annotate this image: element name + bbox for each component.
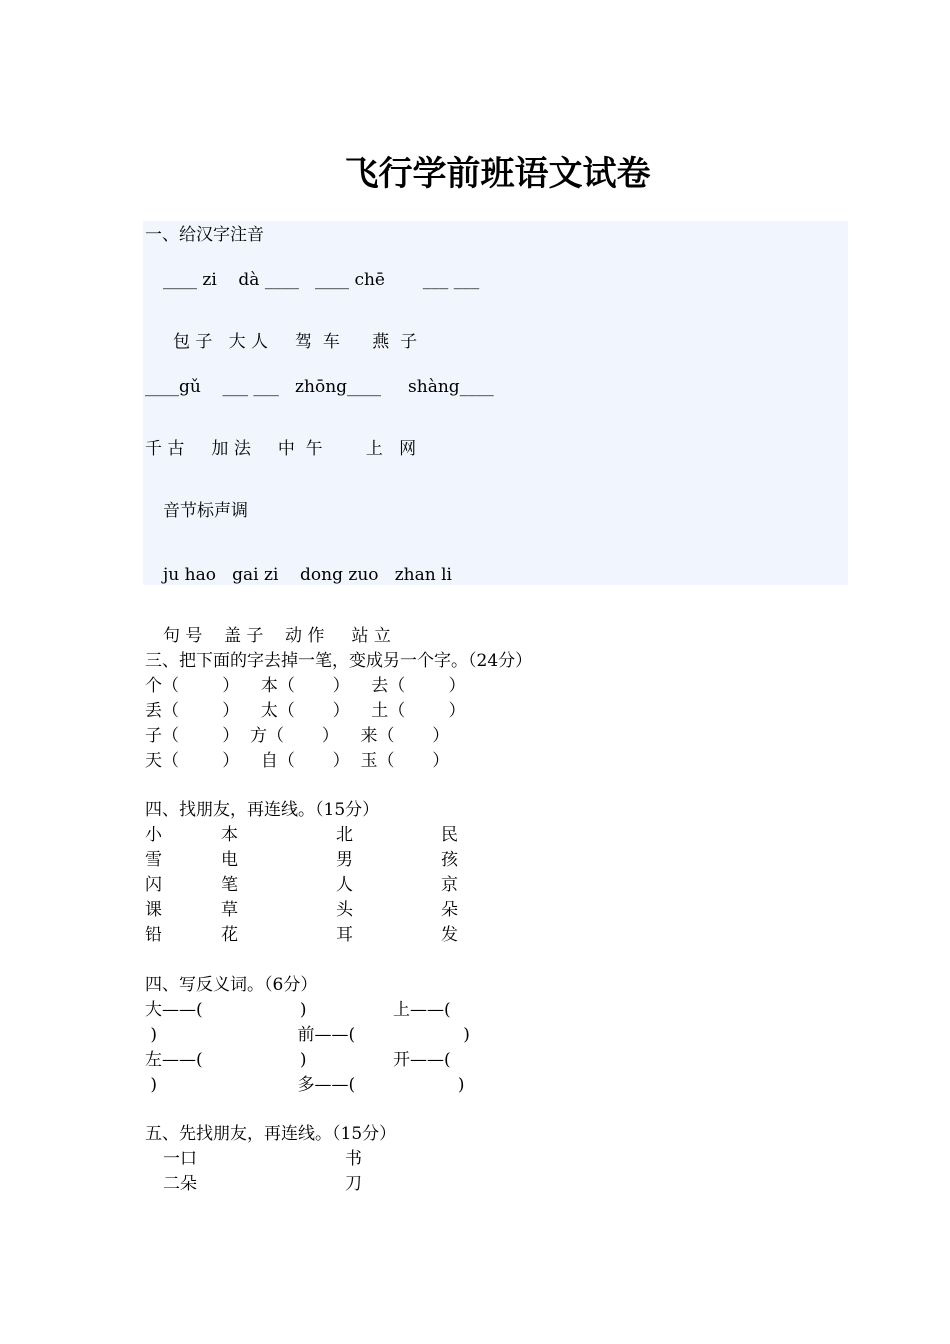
match-word: 课: [145, 900, 162, 920]
section1-row1-chars: 包 子 大 人 驾 车 燕 子: [173, 332, 418, 352]
match-word: 人: [336, 875, 353, 895]
section1-row2-pinyin: ____gǔ ___ ___ zhōng____ shàng____: [145, 377, 494, 397]
match-word: 北: [336, 825, 353, 845]
match-word: 民: [441, 825, 458, 845]
match-word: 花: [221, 925, 238, 945]
match-word: 铅: [145, 925, 162, 945]
match-word: 头: [336, 900, 353, 920]
section1-sub-heading: 音节标声调: [163, 501, 248, 521]
section5-heading: 五、先找朋友，再连线。（15分）: [145, 1124, 397, 1144]
antonym-line: ) 前——( ): [145, 1025, 470, 1045]
match-word: 闪: [145, 875, 162, 895]
match-word: 男: [336, 850, 353, 870]
antonym-line: 左——( ) 开——(: [145, 1050, 451, 1070]
match-word: 京: [441, 875, 458, 895]
section3-row: 子（ ） 方（ ） 来（ ）: [145, 726, 450, 746]
antonym-line: ) 多——( ): [145, 1075, 465, 1095]
match-word: 草: [221, 900, 238, 920]
section1-tone-chars: 句 号 盖 子 动 作 站 立: [163, 626, 391, 646]
section3-row: 个（ ） 本（ ） 去（ ）: [145, 676, 466, 696]
section3-row: 丢（ ） 太（ ） 土（ ）: [145, 701, 466, 721]
match-word: 小: [145, 825, 162, 845]
section3-row: 天（ ） 自（ ） 玉（ ）: [145, 751, 450, 771]
section1-heading: 一、给汉字注音: [145, 225, 264, 245]
match-word: 电: [221, 850, 238, 870]
section4-heading: 四、找朋友，再连线。（15分）: [145, 800, 380, 820]
match-word: 书: [345, 1149, 362, 1169]
match-word: 孩: [441, 850, 458, 870]
match-word: 朵: [441, 900, 458, 920]
section1-row1-pinyin: ____ zi dà ____ ____ chē ___ ___: [163, 270, 480, 290]
section4b-heading: 四、写反义词。（6分）: [145, 975, 318, 995]
match-word: 本: [221, 825, 238, 845]
match-word: 耳: [336, 925, 353, 945]
match-word: 二朵: [163, 1174, 197, 1194]
match-word: 一口: [163, 1149, 197, 1169]
antonym-line: 大——( ) 上——(: [145, 1000, 451, 1020]
section1-row2-chars: 千 古 加 法 中 午 上 网: [145, 439, 417, 459]
match-word: 刀: [345, 1174, 362, 1194]
section1-tone-pinyin: ju hao gai zi dong zuo zhan li: [163, 565, 452, 585]
match-word: 笔: [221, 875, 238, 895]
match-word: 雪: [145, 850, 162, 870]
section3-heading: 三、把下面的字去掉一笔，变成另一个字。（24分）: [145, 651, 533, 671]
page-title: 飞行学前班语文试卷: [344, 154, 651, 194]
match-word: 发: [441, 925, 458, 945]
